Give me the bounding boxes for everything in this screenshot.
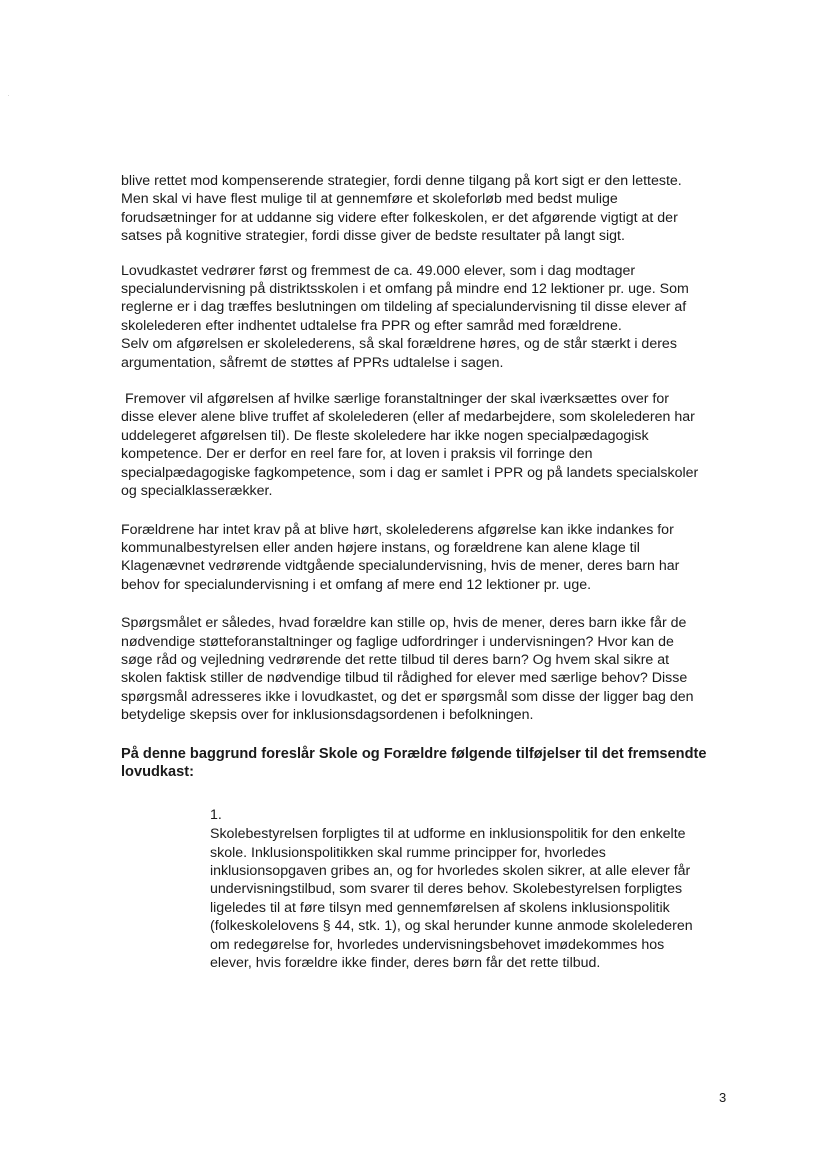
text-line: Spørgsmålet er således, hvad forældre kan stille op, hvis de mener, deres barn ikke får de (121, 615, 687, 632)
text-line: elever, hvis forældre ikke finder, deres børn får det rette tilbud. (210, 955, 601, 971)
paragraph-strategies (121, 172, 731, 246)
text-line: Lovudkastet vedrører først og fremmest de ca. 49.000 elever, som i dag modtager (121, 262, 636, 279)
heading-line: På denne baggrund foreslår Skole og Forældre følgende tilføjelser til det fremsendte (121, 745, 707, 762)
text-line: skolelederen efter indhentet udtalelse fra PPR og efter samråd med forældrene. (121, 317, 622, 334)
text-line: nødvendige støtteforanstaltninger og faglige udfordringer i undervisningen? Hvor kan de (121, 633, 674, 650)
section-heading (121, 745, 731, 782)
text-line: Fremover vil afgørelsen af hvilke særlige foranstaltninger der skal iværksættes over for (121, 391, 669, 408)
text-line: Klagenævnet vedrørende vidtgående specialundervisning, hvis de mener, deres barn har (121, 558, 680, 575)
text-line: forudsætninger for at uddanne sig videre efter folkeskolen, er det afgørende vigtigt at der (121, 209, 678, 226)
text-line: spørgsmål adresseres ikke i lovudkastet, og det er spørgsmål som disse der ligger bag den (121, 688, 694, 705)
text-line: skole. Inklusionspolitikken skal rumme principper for, hvorledes (210, 844, 606, 861)
proposal-number: 1. (210, 806, 222, 823)
document-body (121, 172, 731, 972)
text-line: kompetence. Der er derfor en reel fare for, at loven i praksis vil forringe den (121, 446, 593, 463)
text-line: undervisningstilbud, som svarer til deres behov. Skolebestyrelsen forpligtes (210, 881, 683, 898)
paragraph-lovudkastet (121, 262, 731, 372)
text-line: reglerne er i dag træffes beslutningen om tildeling af specialundervisning til disse elever af (121, 299, 687, 316)
scan-speck (8, 95, 9, 96)
text-line: om redegørelse for, hvorledes undervisningsbehovet imødekommes hos (210, 936, 665, 953)
text-line: Skolebestyrelsen forpligtes til at udforme en inklusionspolitik for den enkelte (210, 826, 686, 843)
paragraph-spoergsmaalet (121, 614, 731, 724)
paragraph-fremover (121, 390, 731, 500)
text-line: disse elever alene blive truffet af skolelederen (eller af medarbejdere, som skolelederen har (121, 409, 695, 426)
text-line: ligeledes til at føre tilsyn med gennemførelsen af skolens inklusionspolitik (210, 899, 670, 916)
text-line: betydelige skepsis over for inklusionsdagsordenen i befolkningen. (121, 707, 534, 724)
page-number: 3 (719, 1090, 727, 1105)
text-line: Men skal vi have flest mulige til at gennemføre et skoleforløb med bedst mulige (121, 191, 618, 208)
text-line: argumentation, såfremt de støttes af PPRs udtalelse i sagen. (121, 354, 504, 371)
text-line: skolen faktisk stiller de nødvendige tilbud til rådighed for elever med særlige behov? Disse (121, 670, 688, 687)
text-line: (folkeskolelovens § 44, stk. 1), og skal herunder kunne anmode skolelederen (210, 918, 693, 935)
text-line: kommunalbestyrelsen eller anden højere instans, og forældrene kan alene klage til (121, 539, 640, 556)
text-line: uddelegeret afgørelsen til). De fleste skoleledere har ikke nogen specialpædagogisk (121, 427, 649, 444)
text-line: satses på kognitive strategier, fordi disse giver de bedste resultater på langt sigt. (121, 228, 625, 245)
text-line: blive rettet mod kompenserende strategier, fordi denne tilgang på kort sigt er den letteste. (121, 173, 682, 189)
proposal-item-1 (210, 806, 731, 973)
text-line: og specialklasserækker. (121, 483, 273, 500)
paragraph-foraeldrene (121, 521, 731, 595)
text-line: behov for specialundervisning i et omfang af mere end 12 lektioner pr. uge. (121, 576, 592, 593)
text-line: Forældrene har intet krav på at blive hørt, skolelederens afgørelse kan ikke indankes for (121, 521, 674, 538)
text-line: inklusionsopgaven gribes an, og for hvorledes skolen sikrer, at alle elever får (210, 862, 691, 879)
text-line: Selv om afgørelsen er skolelederens, så skal forældrene høres, og de står stærkt i deres (121, 336, 677, 353)
text-line: søge råd og vejledning vedrørende det rette tilbud til deres barn? Og hvem skal sikre at (121, 651, 670, 668)
text-line: specialpædagogiske fagkompetence, som i dag er samlet i PPR og på landets specialskoler (121, 464, 699, 481)
text-line: specialundervisning på distriktsskolen i et omfang på mindre end 12 lektioner pr. uge. Som (121, 281, 689, 298)
heading-line: lovudkast: (121, 764, 194, 781)
